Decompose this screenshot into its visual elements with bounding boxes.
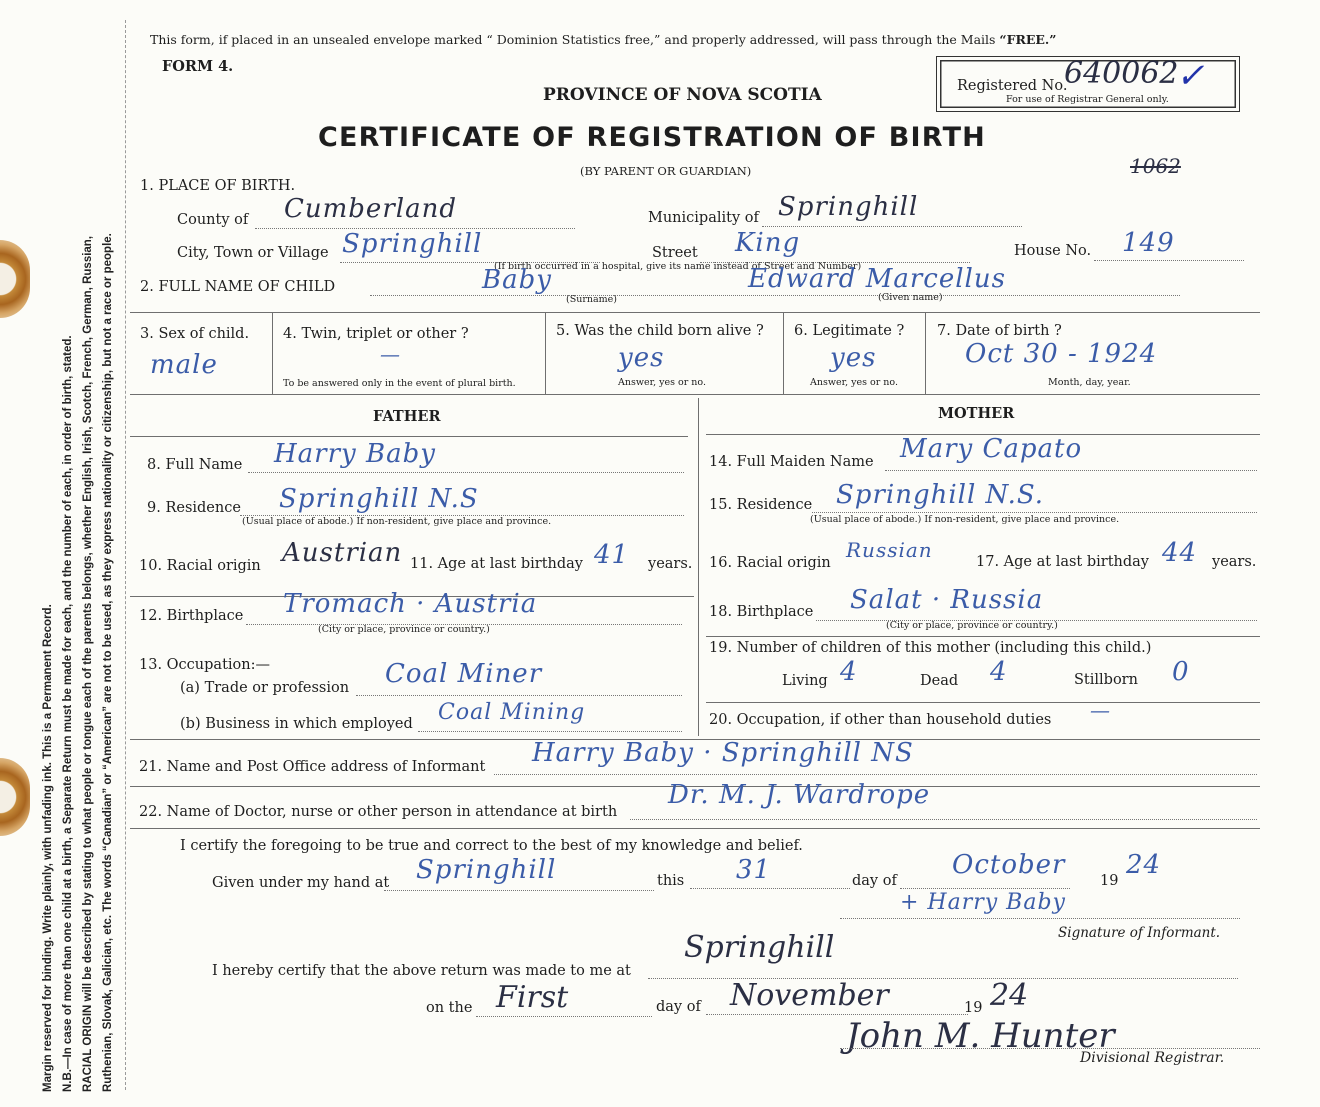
place-heading: 1. PLACE OF BIRTH.	[140, 178, 296, 194]
father-birthplace-note: (City or place, province or country.)	[318, 624, 490, 635]
registrar-signature: John M. Hunter	[846, 1016, 1115, 1056]
father-birthplace-label: 12. Birthplace	[139, 608, 244, 624]
given-place-value: Springhill	[416, 855, 557, 885]
informant-value: Harry Baby · Springhill NS	[532, 738, 914, 768]
father-trade-label: (a) Trade or profession	[180, 680, 350, 696]
street-label: Street	[652, 245, 698, 261]
sex-label: 3. Sex of child.	[140, 326, 250, 342]
given-month-value: October	[952, 850, 1066, 880]
given-day-value: 31	[736, 855, 772, 885]
alive-label: 5. Was the child born alive ?	[556, 323, 764, 339]
registrar-day-of-label: day of	[656, 999, 701, 1015]
mother-age-label: 17. Age at last birthday	[976, 554, 1149, 570]
corner-number: 1062	[1130, 154, 1181, 178]
mother-birthplace-value: Salat · Russia	[850, 585, 1044, 615]
sex-value: male	[150, 350, 218, 380]
registrar-use-note: For use of Registrar General only.	[1006, 94, 1169, 105]
mother-occupation-label: 20. Occupation, if other than household duties	[709, 712, 1052, 728]
twin-value: —	[380, 342, 401, 366]
father-trade-value: Coal Miner	[385, 659, 543, 689]
legitimate-value: yes	[830, 343, 877, 373]
father-heading: FATHER	[373, 408, 441, 425]
check-mark-icon: ✓	[1176, 56, 1205, 96]
living-label: Living	[782, 673, 828, 689]
mother-racial-value: Russian	[846, 538, 933, 562]
father-residence-value: Springhill N.S	[279, 484, 479, 514]
father-age-label: 11. Age at last birthday	[410, 556, 583, 572]
municipality-label: Municipality of	[648, 210, 759, 226]
binding-hole-top	[0, 240, 30, 318]
father-residence-label: 9. Residence	[147, 500, 241, 516]
house-value: 149	[1122, 228, 1175, 258]
dead-label: Dead	[920, 673, 959, 689]
birth-date-note: Month, day, year.	[1048, 377, 1131, 388]
registrar-year-prefix: 19	[964, 1000, 983, 1016]
father-years: years.	[648, 556, 693, 572]
legitimate-label: 6. Legitimate ?	[794, 323, 905, 339]
hospital-note: (If birth occurred in a hospital, give its name instead of Street and Number)	[494, 261, 862, 272]
registrar-year-value: 24	[990, 978, 1029, 1013]
given-label: Given under my hand at	[212, 875, 390, 891]
doctor-value: Dr. M. J. Wardrope	[668, 780, 931, 810]
parents-divider	[698, 398, 699, 736]
father-birthplace-value: Tromach · Austria	[283, 589, 538, 619]
father-racial-label: 10. Racial origin	[139, 558, 261, 574]
birth-date-label: 7. Date of birth ?	[937, 323, 1062, 339]
margin-note-binding: Margin reserved for binding. Write plainly, with unfading ink. This is a Permanent Record.	[42, 604, 54, 1092]
legitimate-note: Answer, yes or no.	[810, 377, 899, 388]
mother-name-label: 14. Full Maiden Name	[709, 454, 874, 470]
father-business-value: Coal Mining	[438, 700, 586, 725]
city-label: City, Town or Village	[177, 245, 329, 261]
father-name-value: Harry Baby	[274, 439, 436, 469]
binding-hole-bottom	[0, 758, 30, 836]
doctor-label: 22. Name of Doctor, nurse or other person in attendance at birth	[139, 804, 618, 820]
row3-bottom-rule	[130, 394, 1260, 395]
house-label: House No.	[1014, 243, 1092, 259]
margin-note-racial-origin: RACIAL ORIGIN will be described by stating to what people or tongue each of the parents belongs, whether English, Irish, Scotch, French, German, Russian,	[82, 235, 94, 1092]
alive-value: yes	[618, 343, 665, 373]
informant-signature-caption: Signature of Informant.	[1058, 925, 1221, 941]
father-name-label: 8. Full Name	[147, 457, 243, 473]
stillborn-label: Stillborn	[1074, 672, 1138, 688]
living-value: 4	[840, 657, 858, 687]
mother-birthplace-label: 18. Birthplace	[709, 604, 814, 620]
municipality-value: Springhill	[778, 192, 919, 222]
father-age-value: 41	[594, 540, 630, 570]
mail-note-free: “FREE.”	[999, 32, 1057, 47]
father-residence-note: (Usual place of abode.) If non-resident, give place and province.	[242, 516, 552, 527]
stillborn-value: 0	[1172, 657, 1190, 687]
mother-racial-label: 16. Racial origin	[709, 555, 831, 571]
margin-note-multiple-births: N.B.—In case of more than one child at a birth, a Separate Return must be made for each, and the number of each, in order of birth, stated.	[62, 335, 74, 1092]
mother-years: years.	[1212, 554, 1257, 570]
mail-note	[150, 32, 1056, 47]
birth-date-value: Oct 30 - 1924	[965, 339, 1158, 369]
county-label: County of	[177, 212, 249, 228]
on-the-label: on the	[426, 1000, 473, 1016]
twin-label: 4. Twin, triplet or other ?	[283, 326, 469, 342]
surname-note: (Surname)	[566, 294, 617, 305]
given-year-prefix: 19	[1100, 873, 1119, 889]
registrar-day-value: First	[496, 980, 569, 1015]
province-heading: PROVINCE OF NOVA SCOTIA	[543, 85, 822, 105]
child-name-label: 2. FULL NAME OF CHILD	[140, 279, 336, 295]
given-note: (Given name)	[878, 292, 943, 303]
certify-statement: I certify the foregoing to be true and correct to the best of my knowledge and belief.	[180, 838, 803, 854]
this-label: this	[657, 873, 685, 889]
child-surname-value: Baby	[482, 265, 552, 295]
city-value: Springhill	[342, 229, 483, 259]
mother-occupation-value: —	[1090, 698, 1111, 722]
mother-birthplace-note: (City or place, province or country.)	[886, 620, 1058, 631]
certificate-title: CERTIFICATE OF REGISTRATION OF BIRTH	[318, 122, 986, 153]
given-year-value: 24	[1126, 850, 1162, 880]
informant-signature: + Harry Baby	[900, 890, 1066, 915]
child-given-value: Edward Marcellus	[748, 264, 1006, 294]
mother-name-value: Mary Capato	[900, 434, 1083, 464]
dead-value: 4	[990, 657, 1008, 687]
registrar-statement: I hereby certify that the above return was made to me at	[212, 963, 631, 979]
day-of-label: day of	[852, 873, 897, 889]
mother-residence-note: (Usual place of abode.) If non-resident, give place and province.	[810, 514, 1120, 525]
mother-heading: MOTHER	[938, 405, 1015, 422]
street-value: King	[735, 228, 801, 258]
mother-residence-label: 15. Residence	[709, 497, 813, 513]
father-business-label: (b) Business in which employed	[180, 716, 413, 732]
alive-note: Answer, yes or no.	[618, 377, 707, 388]
mother-children-label: 19. Number of children of this mother (including this child.)	[709, 640, 1152, 656]
informant-label: 21. Name and Post Office address of Informant	[139, 759, 486, 775]
mother-age-value: 44	[1162, 538, 1198, 568]
registrar-month-value: November	[730, 978, 889, 1013]
registered-number: 640062	[1064, 56, 1179, 91]
registrar-caption: Divisional Registrar.	[1080, 1050, 1225, 1066]
registered-label: Registered No.	[957, 78, 1068, 94]
form-number: FORM 4.	[162, 58, 234, 75]
father-racial-value: Austrian	[282, 538, 403, 568]
mail-note-text: This form, if placed in an unsealed envelope marked “ Dominion Statistics free,” and properly addressed, will pass through the Mails	[150, 32, 1000, 47]
county-value: Cumberland	[284, 194, 457, 224]
father-occupation-label: 13. Occupation:—	[139, 657, 270, 673]
registrar-place-value: Springhill	[684, 930, 835, 965]
margin-rule	[125, 20, 126, 1090]
certificate-subtitle: (BY PARENT OR GUARDIAN)	[580, 164, 752, 178]
mother-residence-value: Springhill N.S.	[836, 480, 1045, 510]
twin-note: To be answered only in the event of plural birth.	[283, 378, 516, 389]
margin-note-nationality: Ruthenian, Slovak, Galician, etc. The words “Canadian” or “American” are not to be used, as they express nationality or citizenship, but not a race or people.	[102, 233, 114, 1092]
row3-top-rule	[130, 312, 1260, 313]
